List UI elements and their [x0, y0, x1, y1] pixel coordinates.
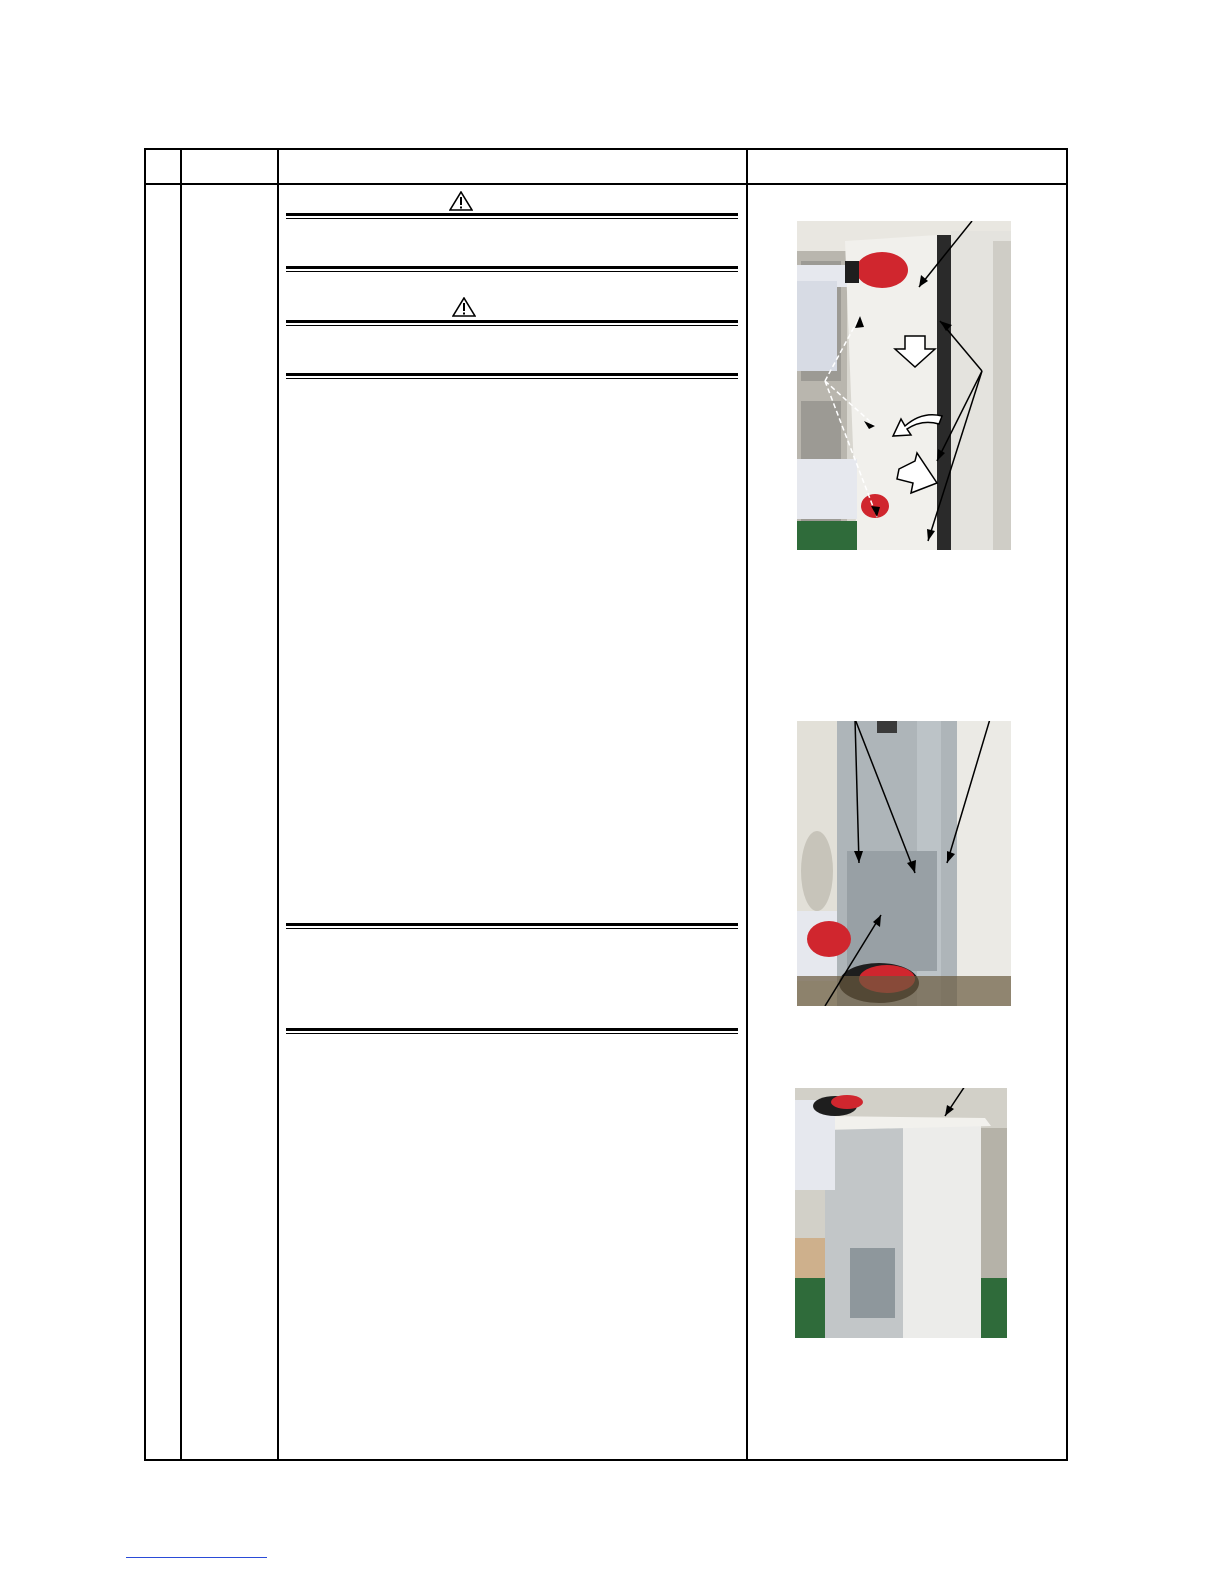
caution-rule-top — [286, 320, 738, 326]
column-divider-part — [277, 150, 279, 1459]
caution-triangle-icon — [452, 297, 476, 317]
note-rule-top — [286, 923, 738, 929]
warning-rule-bottom — [286, 266, 738, 272]
header-row-divider — [146, 183, 1066, 185]
photo-front-panel-removal — [797, 221, 1011, 550]
footer-link-underline[interactable] — [126, 1557, 267, 1558]
photo-top-panel — [795, 1088, 1007, 1338]
photo-inner-cover — [797, 721, 1011, 1006]
column-divider-no — [180, 150, 182, 1459]
caution-rule-bottom — [286, 373, 738, 379]
note-rule-bottom — [286, 1028, 738, 1034]
column-divider-procedure — [746, 150, 748, 1459]
warning-rule-top — [286, 213, 738, 219]
warning-triangle-icon — [449, 191, 473, 211]
